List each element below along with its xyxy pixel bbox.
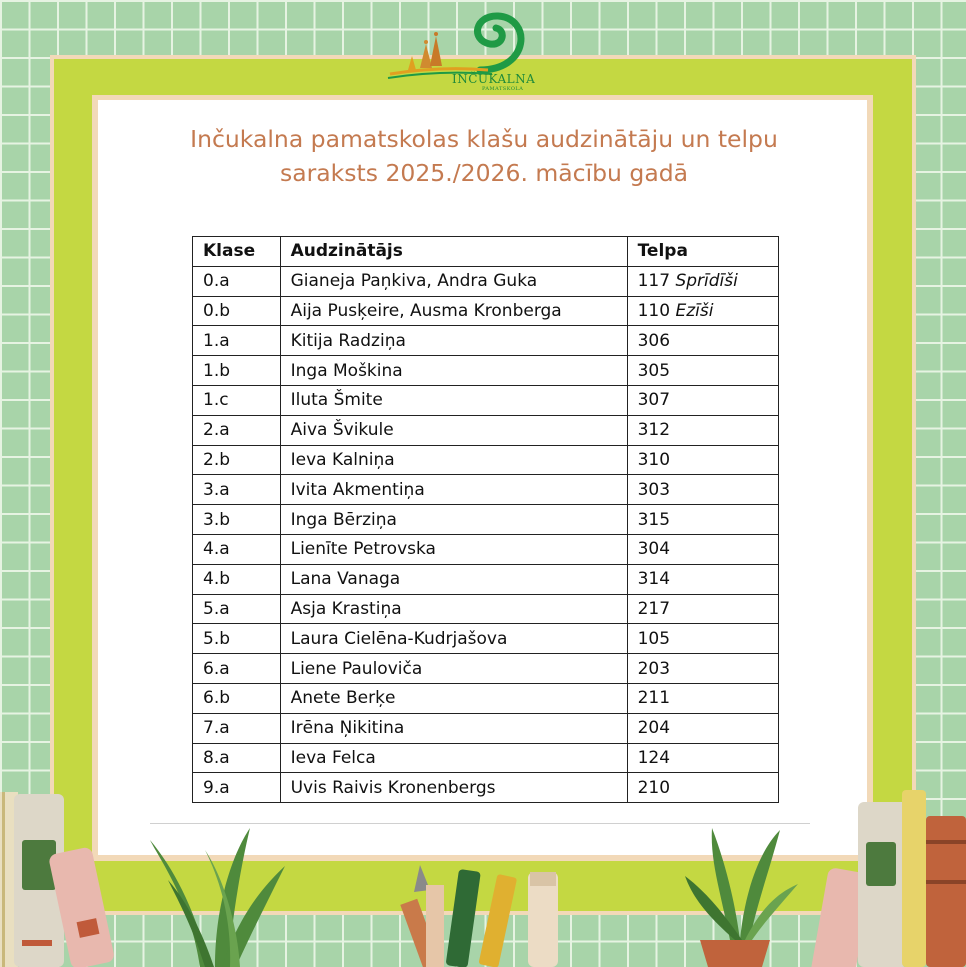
cell-audzinatajs: Liene Pauloviča — [280, 654, 627, 684]
cell-telpa — [627, 594, 778, 624]
cell-audzinatajs: Anete Berķe — [280, 683, 627, 713]
header-audzinatajs: Audzinātājs — [280, 237, 627, 267]
table-row — [193, 296, 779, 326]
cell-telpa — [627, 415, 778, 445]
room-number: 312 — [637, 420, 671, 441]
room-note: Ezīši — [675, 300, 714, 321]
room-number: 314 — [637, 569, 671, 590]
cell-audzinatajs: Inga Moškina — [280, 356, 627, 386]
title-line-1: Inčukalna pamatskolas klašu audzinātāju un telpu — [190, 125, 778, 153]
cell-telpa — [627, 356, 778, 386]
cell-telpa — [627, 475, 778, 505]
cell-klase: 3.a — [193, 475, 281, 505]
cell-klase: 4.b — [193, 564, 281, 594]
logo-name: INČUKALNA — [452, 72, 536, 86]
room-number: 210 — [637, 777, 671, 798]
table-row — [193, 564, 779, 594]
header-klase: Klase — [193, 237, 281, 267]
cell-audzinatajs: Lienīte Petrovska — [280, 534, 627, 564]
cell-audzinatajs: Asja Krastiņa — [280, 594, 627, 624]
cell-klase: 2.a — [193, 415, 281, 445]
cell-telpa — [627, 266, 778, 296]
cell-klase: 6.b — [193, 683, 281, 713]
cell-audzinatajs: Gianeja Paņkiva, Andra Guka — [280, 266, 627, 296]
header-telpa: Telpa — [627, 237, 778, 267]
cell-telpa — [627, 624, 778, 654]
cell-klase: 5.a — [193, 594, 281, 624]
cell-audzinatajs: Irēna Ņikitina — [280, 713, 627, 743]
table-row — [193, 743, 779, 773]
cell-audzinatajs: Iluta Šmite — [280, 385, 627, 415]
cell-telpa — [627, 654, 778, 684]
cell-audzinatajs: Ieva Kalniņa — [280, 445, 627, 475]
school-supplies-illustration — [0, 777, 966, 967]
cell-klase: 9.a — [193, 773, 281, 803]
right-plant-icon — [685, 828, 798, 967]
cell-audzinatajs: Ieva Felca — [280, 743, 627, 773]
table-row — [193, 624, 779, 654]
table-row — [193, 654, 779, 684]
room-number: 203 — [637, 658, 671, 679]
class-teacher-table — [192, 236, 779, 803]
cell-telpa — [627, 564, 778, 594]
cell-audzinatajs: Laura Cielēna-Kudrjašova — [280, 624, 627, 654]
cell-telpa — [627, 326, 778, 356]
table-row — [193, 385, 779, 415]
room-number: 310 — [637, 449, 671, 470]
table-row — [193, 683, 779, 713]
cell-klase: 1.c — [193, 385, 281, 415]
room-number: 315 — [637, 509, 671, 530]
cell-audzinatajs: Aija Pusķeire, Ausma Kronberga — [280, 296, 627, 326]
room-number: 110 — [637, 300, 671, 321]
room-number: 304 — [637, 539, 671, 560]
cell-klase: 8.a — [193, 743, 281, 773]
left-plant-icon — [150, 828, 285, 967]
table-row — [193, 475, 779, 505]
room-number: 124 — [637, 747, 671, 768]
cell-telpa — [627, 296, 778, 326]
room-number: 211 — [637, 688, 671, 709]
cell-klase: 1.a — [193, 326, 281, 356]
left-books-icon — [0, 792, 115, 967]
room-number: 117 — [637, 271, 671, 292]
cell-telpa — [627, 743, 778, 773]
cell-klase: 0.b — [193, 296, 281, 326]
cell-telpa — [627, 713, 778, 743]
table-row — [193, 594, 779, 624]
cell-telpa — [627, 505, 778, 535]
cell-audzinatajs: Uvis Raivis Kronenbergs — [280, 773, 627, 803]
cell-audzinatajs: Lana Vanaga — [280, 564, 627, 594]
room-number: 305 — [637, 360, 671, 381]
cell-audzinatajs: Aiva Švikule — [280, 415, 627, 445]
title-line-2: saraksts 2025./2026. mācību gadā — [279, 159, 689, 187]
table-row — [193, 505, 779, 535]
cell-klase: 1.b — [193, 356, 281, 386]
cell-klase: 7.a — [193, 713, 281, 743]
room-number: 306 — [637, 330, 671, 351]
table-row — [193, 445, 779, 475]
room-number: 204 — [637, 718, 671, 739]
cell-telpa — [627, 683, 778, 713]
cell-klase: 5.b — [193, 624, 281, 654]
room-number: 105 — [637, 628, 671, 649]
table-header-row — [193, 237, 779, 267]
cell-audzinatajs: Ivita Akmentiņa — [280, 475, 627, 505]
cell-audzinatajs: Kitija Radziņa — [280, 326, 627, 356]
table-row — [193, 415, 779, 445]
logo-subtitle: PAMATSKOLA — [482, 86, 524, 92]
page-title — [150, 122, 818, 190]
cell-telpa — [627, 534, 778, 564]
cell-klase: 3.b — [193, 505, 281, 535]
pens-pencils-icon — [400, 865, 558, 967]
cell-klase: 0.a — [193, 266, 281, 296]
table-row — [193, 326, 779, 356]
cell-audzinatajs: Inga Bērziņa — [280, 505, 627, 535]
cell-klase: 6.a — [193, 654, 281, 684]
cell-klase: 4.a — [193, 534, 281, 564]
room-note: Sprīdīši — [675, 271, 738, 292]
cell-telpa — [627, 385, 778, 415]
room-number: 307 — [637, 390, 671, 411]
table-row — [193, 356, 779, 386]
room-number: 217 — [637, 598, 671, 619]
cell-klase: 2.b — [193, 445, 281, 475]
table-row — [193, 713, 779, 743]
cell-telpa — [627, 445, 778, 475]
right-books-icon — [810, 790, 966, 967]
room-number: 303 — [637, 479, 671, 500]
table-row — [193, 534, 779, 564]
table-row — [193, 266, 779, 296]
